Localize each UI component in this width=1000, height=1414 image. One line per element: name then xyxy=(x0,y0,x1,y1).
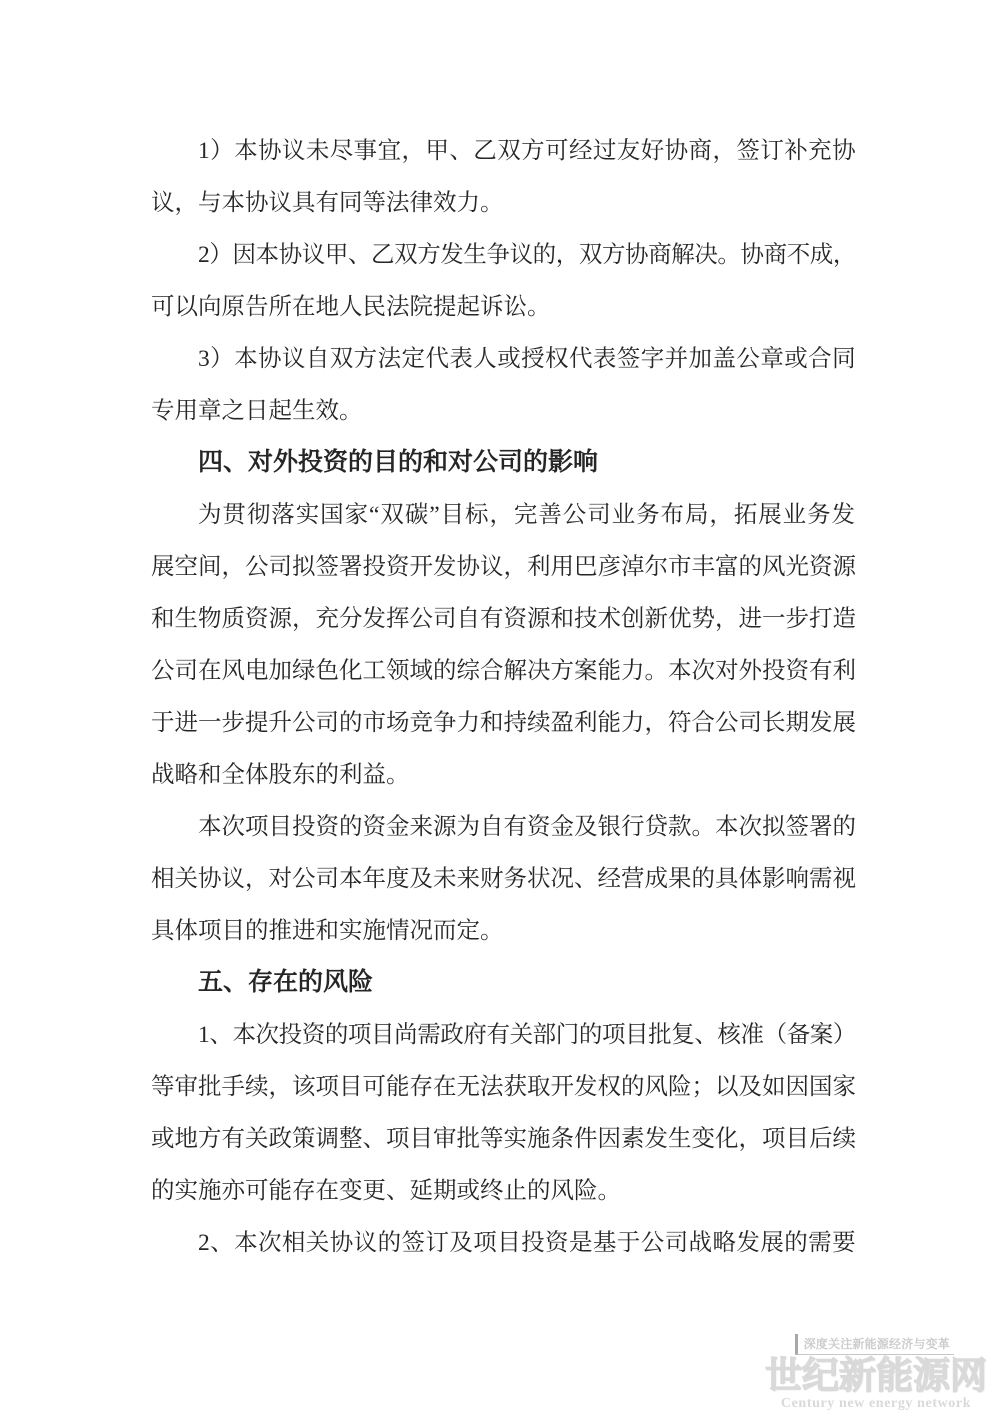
paragraph-line xyxy=(151,177,856,229)
line-text: 可以向原告所在地人民法院提起诉讼。 xyxy=(151,294,551,320)
paragraph-line xyxy=(151,281,856,333)
line-text: 四、对外投资的目的和对公司的影响 xyxy=(198,449,599,476)
heading-line xyxy=(151,437,856,489)
watermark-site-name-en: Century new energy network xyxy=(780,1396,972,1411)
paragraph xyxy=(151,229,856,333)
line-text: 于进一步提升公司的市场竞争力和持续盈利能力，符合公司长期发展 xyxy=(151,710,856,736)
line-text: 战略和全体股东的利益。 xyxy=(151,762,410,788)
paragraph-line xyxy=(151,541,856,593)
line-text: 1）本协议未尽事宜，甲、乙双方可经过友好协商，签订补充协 xyxy=(198,138,856,164)
line-text: 相关协议，对公司本年度及未来财务状况、经营成果的具体影响需视 xyxy=(151,866,856,892)
line-text: 专用章之日起生效。 xyxy=(151,398,363,424)
paragraph-line xyxy=(151,593,856,645)
line-text: 等审批手续，该项目可能存在无法获取开发权的风险；以及如因国家 xyxy=(151,1074,856,1100)
paragraph-line xyxy=(151,749,856,801)
line-text: 五、存在的风险 xyxy=(198,969,374,996)
line-text: 本次项目投资的资金来源为自有资金及银行贷款。本次拟签署的 xyxy=(198,814,856,840)
watermark-slogan: 深度关注新能源经济与变革 xyxy=(795,1334,954,1355)
paragraph xyxy=(151,801,856,957)
document-body xyxy=(151,125,856,1269)
line-text: 3）本协议自双方法定代表人或授权代表签字并加盖公章或合同 xyxy=(198,346,856,372)
watermark-site-name: 世纪新能源网 xyxy=(765,1355,987,1397)
paragraph xyxy=(151,125,856,229)
paragraph-line xyxy=(151,1165,856,1217)
paragraph-line xyxy=(151,1061,856,1113)
line-text: 或地方有关政策调整、项目审批等实施条件因素发生变化，项目后续 xyxy=(151,1126,856,1152)
paragraph-line xyxy=(151,1009,856,1061)
line-text: 展空间，公司拟签署投资开发协议，利用巴彦淖尔市丰富的风光资源 xyxy=(151,554,856,580)
paragraph-line xyxy=(151,645,856,697)
paragraph-line xyxy=(151,697,856,749)
paragraph-line xyxy=(151,905,856,957)
paragraph-line xyxy=(151,125,856,177)
paragraph-line xyxy=(151,801,856,853)
paragraph-line xyxy=(151,229,856,281)
paragraph-line xyxy=(151,1113,856,1165)
line-text: 公司在风电加绿色化工领域的综合解决方案能力。本次对外投资有利 xyxy=(151,658,856,684)
paragraph xyxy=(151,1009,856,1217)
paragraph xyxy=(151,1217,856,1269)
paragraph xyxy=(151,333,856,437)
line-text: 具体项目的推进和实施情况而定。 xyxy=(151,918,504,944)
section-heading xyxy=(151,437,856,489)
paragraph-line xyxy=(151,853,856,905)
line-text: 和生物质资源，充分发挥公司自有资源和技术创新优势，进一步打造 xyxy=(151,606,856,632)
line-text: 2）因本协议甲、乙双方发生争议的，双方协商解决。协商不成， xyxy=(198,242,856,268)
paragraph-line xyxy=(151,1217,856,1269)
line-text: 为贯彻落实国家“双碳”目标，完善公司业务布局，拓展业务发 xyxy=(198,502,856,528)
heading-line xyxy=(151,957,856,1009)
line-text: 1、本次投资的项目尚需政府有关部门的项目批复、核准（备案） xyxy=(198,1022,856,1048)
paragraph-line xyxy=(151,489,856,541)
watermark xyxy=(765,1334,987,1412)
line-text: 2、本次相关协议的签订及项目投资是基于公司战略发展的需要 xyxy=(198,1230,856,1256)
paragraph-line xyxy=(151,333,856,385)
line-text: 议，与本协议具有同等法律效力。 xyxy=(151,190,504,216)
line-text: 的实施亦可能存在变更、延期或终止的风险。 xyxy=(151,1178,621,1204)
paragraph xyxy=(151,489,856,801)
section-heading xyxy=(151,957,856,1009)
paragraph-line xyxy=(151,385,856,437)
